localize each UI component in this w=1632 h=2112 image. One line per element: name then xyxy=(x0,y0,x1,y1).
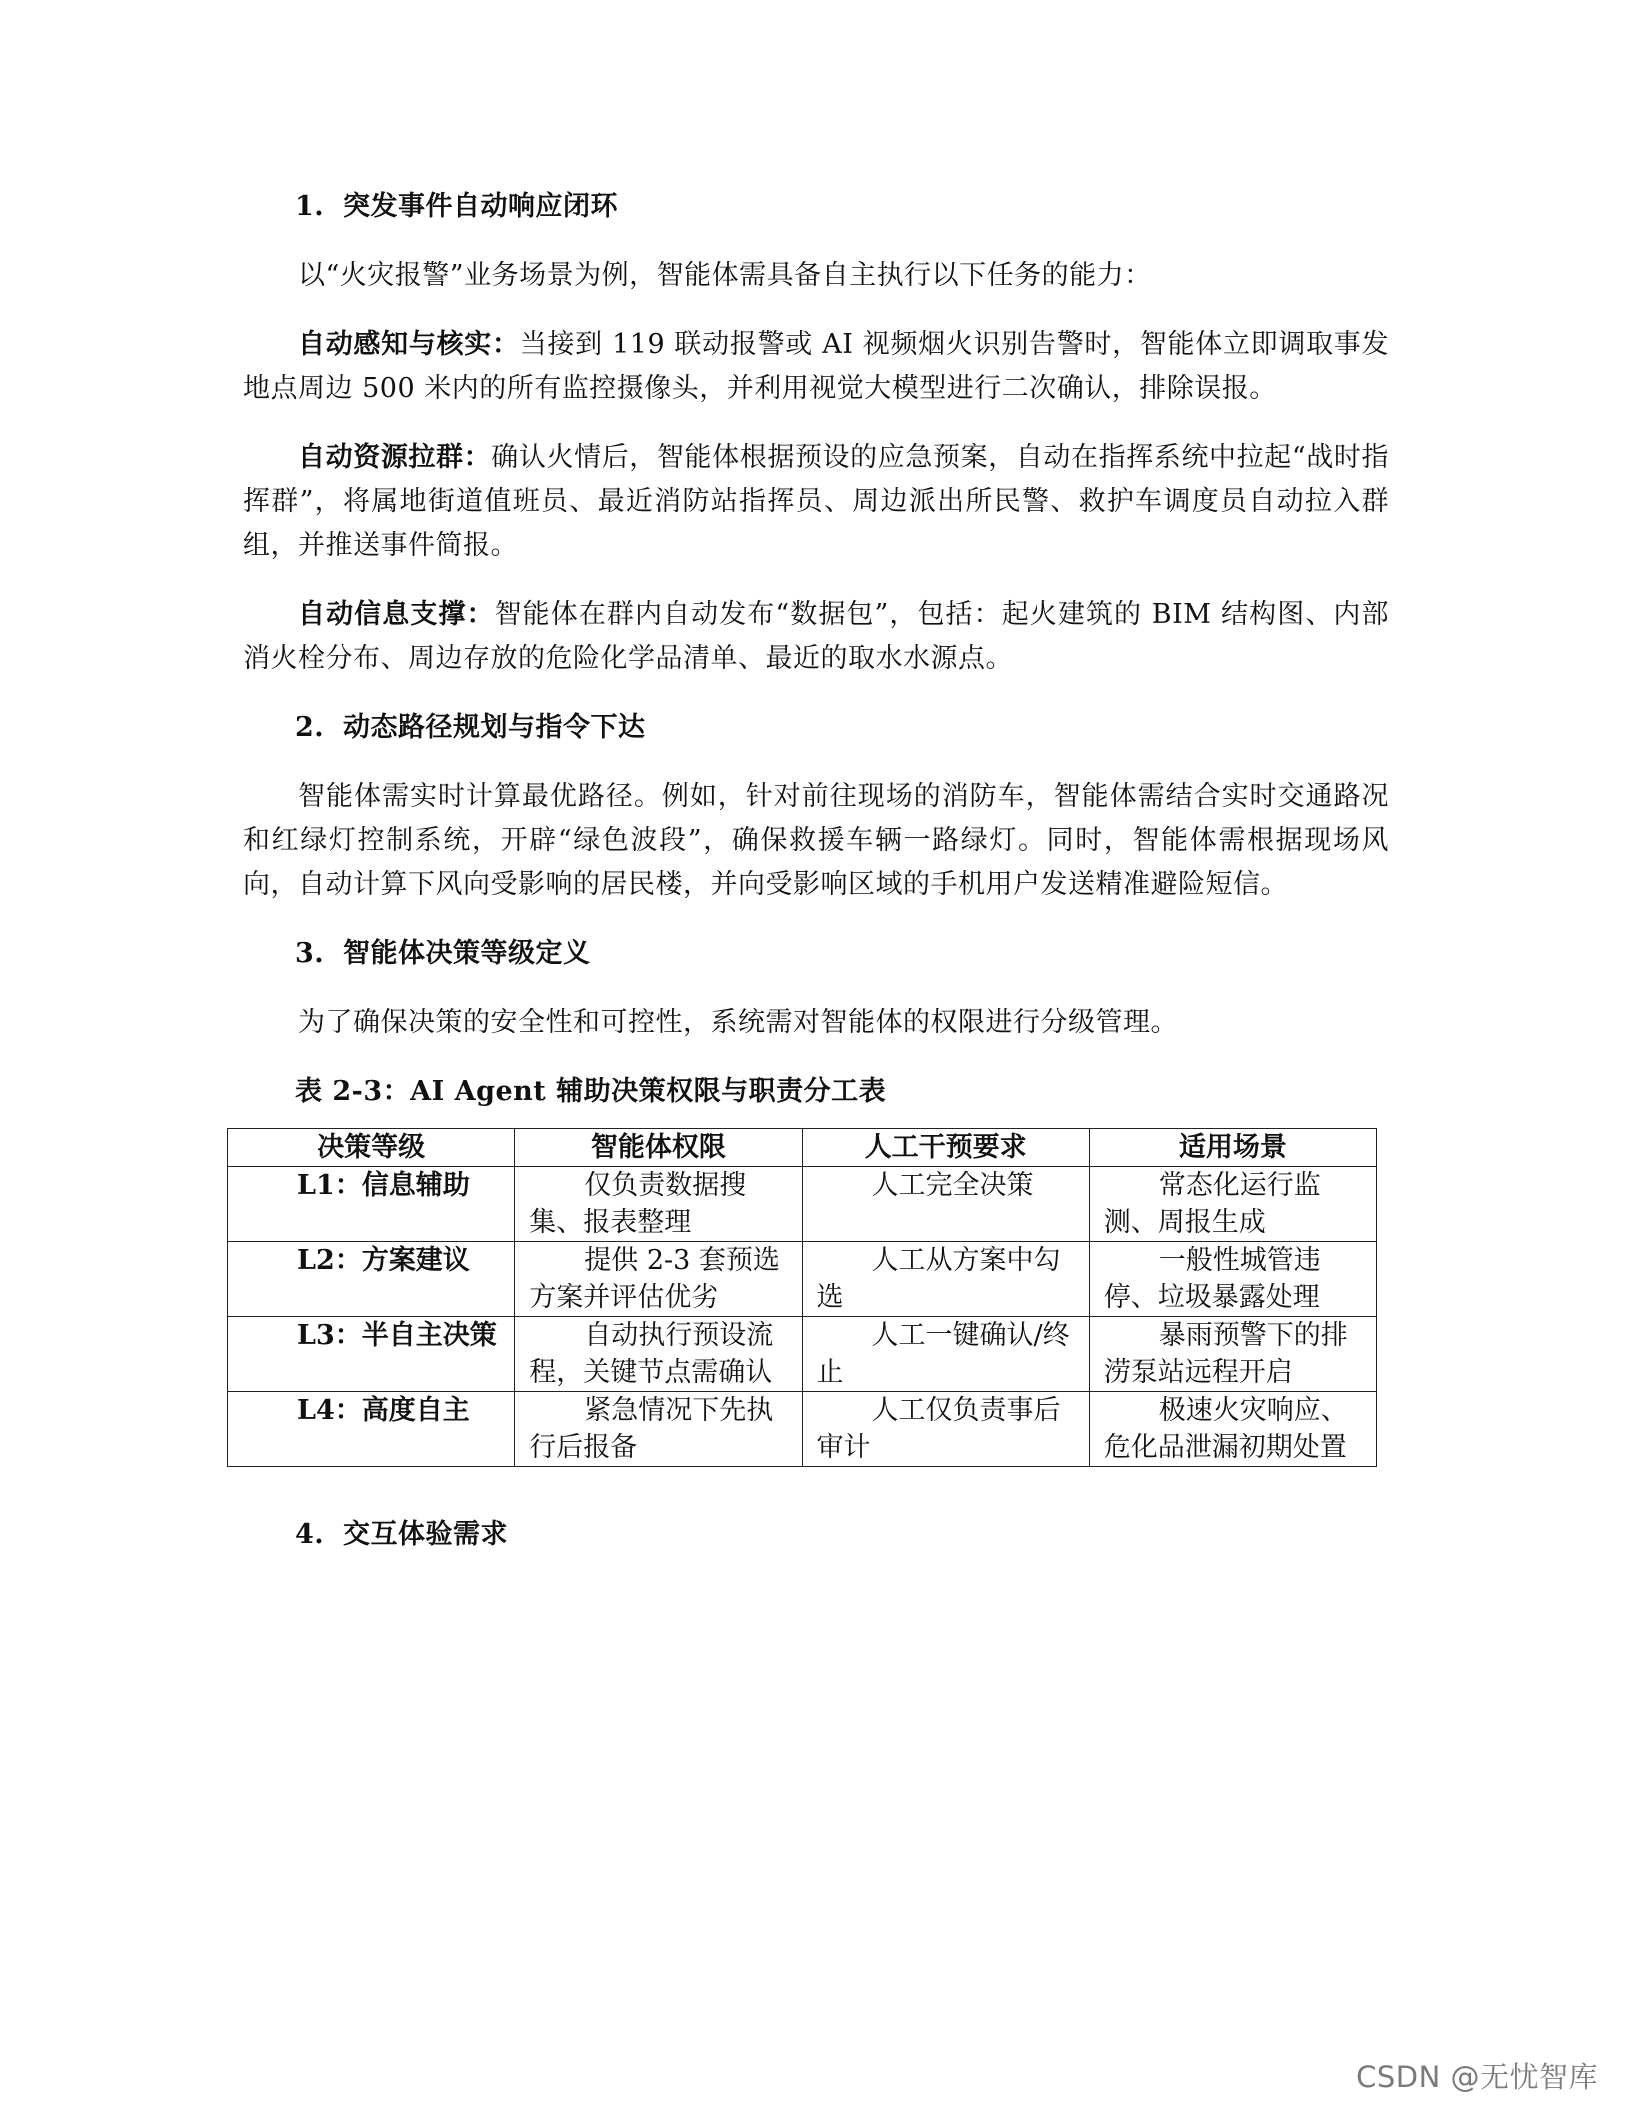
header-agent-permission: 智能体权限 xyxy=(515,1129,802,1167)
header-decision-level: 决策等级 xyxy=(228,1129,515,1167)
auto-group-text: 确认火情后，智能体根据预设的应急预案，自动在指挥系统中拉起“战时指挥群”，将属地街道值班员、最近消防站指挥员、周边派出所民警、救护车调度员自动拉入群组，并推送事件简报。 xyxy=(243,442,1390,561)
section-2-number: 2. xyxy=(295,712,325,743)
table-spacer xyxy=(243,1467,1389,1513)
table-row xyxy=(228,1317,1377,1392)
section-1-title: 突发事件自动响应闭环 xyxy=(343,191,618,222)
cell-scenario: 极速火灾响应、危化品泄漏初期处置 xyxy=(1089,1392,1376,1467)
cell-scenario: 一般性城管违停、垃圾暴露处理 xyxy=(1089,1242,1376,1317)
decision-permission-table xyxy=(227,1128,1377,1467)
auto-perception-text: 当接到 119 联动报警或 AI 视频烟火识别告警时，智能体立即调取事发地点周边 500 米内的所有监控摄像头，并利用视觉大模型进行二次确认，排除误报。 xyxy=(243,329,1390,404)
section-4-title: 交互体验需求 xyxy=(343,1519,508,1550)
section-1-heading xyxy=(243,185,1389,229)
cell-level: L1：信息辅助 xyxy=(228,1167,515,1242)
cell-scenario: 暴雨预警下的排涝泵站远程开启 xyxy=(1089,1317,1376,1392)
header-human-intervention: 人工干预要求 xyxy=(802,1129,1089,1167)
section-2-title: 动态路径规划与指令下达 xyxy=(343,712,646,743)
csdn-watermark: CSDN @无忧智库 xyxy=(1356,2060,1598,2094)
cell-permission: 紧急情况下先执行后报备 xyxy=(515,1392,802,1467)
cell-level: L4：高度自主 xyxy=(228,1392,515,1467)
section-2-heading xyxy=(243,706,1389,750)
section-3-paragraph: 为了确保决策的安全性和可控性，系统需对智能体的权限进行分级管理。 xyxy=(298,1007,1178,1038)
auto-perception-label: 自动感知与核实： xyxy=(298,329,520,360)
cell-intervention: 人工完全决策 xyxy=(802,1167,1089,1242)
table-row xyxy=(228,1392,1377,1467)
cell-intervention: 人工一键确认/终止 xyxy=(802,1317,1089,1392)
auto-info-text: 智能体在群内自动发布“数据包”，包括：起火建筑的 BIM 结构图、内部消火栓分布、周边存放的危险化学品清单、最近的取水水源点。 xyxy=(243,599,1389,674)
section-2-paragraph: 智能体需实时计算最优路径。例如，针对前往现场的消防车，智能体需结合实时交通路况和红绿灯控制系统，开辟“绿色波段”，确保救援车辆一路绿灯。同时，智能体需根据现场风向，自动计算下风向受影响的居民楼，并向受影响区域的手机用户发送精准避险短信。 xyxy=(243,781,1389,900)
auto-perception-paragraph xyxy=(243,323,1389,411)
auto-info-label: 自动信息支撑： xyxy=(298,599,495,630)
cell-permission: 提供 2-3 套预选方案并评估优劣 xyxy=(515,1242,802,1317)
cell-intervention: 人工仅负责事后审计 xyxy=(802,1392,1089,1467)
cell-level: L2：方案建议 xyxy=(228,1242,515,1317)
section-1-intro: 以“火灾报警”业务场景为例，智能体需具备自主执行以下任务的能力： xyxy=(298,260,1152,291)
cell-scenario: 常态化运行监测、周报生成 xyxy=(1089,1167,1376,1242)
section-3-title: 智能体决策等级定义 xyxy=(343,938,591,969)
table-header-row xyxy=(228,1129,1377,1167)
section-1-number: 1. xyxy=(295,191,325,222)
section-3-heading xyxy=(243,932,1389,976)
cell-level: L3：半自主决策 xyxy=(228,1317,515,1392)
auto-group-label: 自动资源拉群： xyxy=(298,442,492,473)
table-row xyxy=(228,1167,1377,1242)
cell-permission: 仅负责数据搜集、报表整理 xyxy=(515,1167,802,1242)
cell-permission: 自动执行预设流程，关键节点需确认 xyxy=(515,1317,802,1392)
cell-intervention: 人工从方案中勾选 xyxy=(802,1242,1089,1317)
auto-info-paragraph xyxy=(243,593,1389,681)
header-applicable-scenario: 适用场景 xyxy=(1089,1129,1376,1167)
table-row xyxy=(228,1242,1377,1317)
section-4-number: 4. xyxy=(295,1519,325,1550)
section-4-heading xyxy=(243,1513,1389,1557)
section-3-number: 3. xyxy=(295,938,325,969)
auto-group-paragraph xyxy=(243,436,1389,568)
table-caption: 表 2-3：AI Agent 辅助决策权限与职责分工表 xyxy=(295,1076,887,1107)
document-page xyxy=(243,185,1389,1582)
